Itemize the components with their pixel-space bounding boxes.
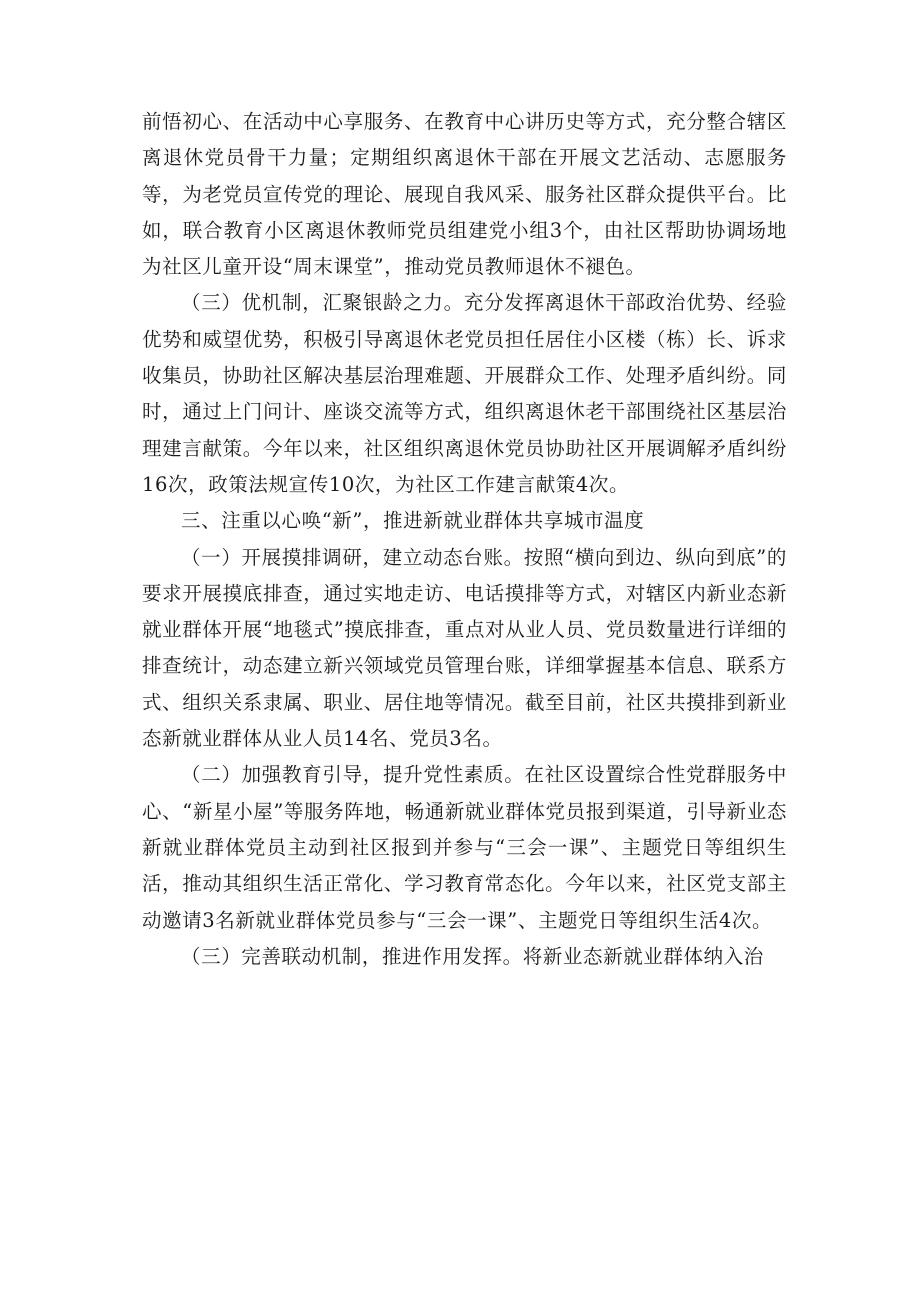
- section-heading: 三、注重以心唤“新”，推进新就业群体共享城市温度: [181, 509, 645, 533]
- paragraph-1: 前悟初心、在活动中心享服务、在教育中心讲历史等方式，充分整合辖区离退休党员骨干力量；定期组织离退休干部在开展文艺活动、志愿服务等，为老党员宣传党的理论、展现自我风采、服务社区群众提供平台。比如，联合教育小区离退休教师党员组建党小组3个，由社区帮助协调场地为社区儿童开设“周末课堂”，推动党员教师退休不褪色。: [142, 110, 787, 279]
- document-body: [142, 104, 787, 975]
- paragraph-3: （一）开展摸排调研，建立动态台账。按照“横向到边、纵向到底”的要求开展摸底排查，通过实地走访、电话摸排等方式，对辖区内新业态新就业群体开展“地毯式”摸底排查，重点对从业人员、党员数量进行详细的排查统计，动态建立新兴领域党员管理台账，详细掌握基本信息、联系方式、组织关系隶属、职业、居住地等情况。截至目前，社区共摸排到新业态新就业群体从业人员14名、党员3名。: [142, 545, 787, 751]
- paragraph-5: （三）完善联动机制，推进作用发挥。将新业态新就业群体纳入治: [181, 944, 764, 968]
- paragraph-2: （三）优机制，汇聚银龄之力。充分发挥离退休干部政治优势、经验优势和威望优势，积极引导离退休老党员担任居住小区楼（栋）长、诉求收集员，协助社区解决基层治理难题、开展群众工作、处理矛盾纠纷。同时，通过上门问计、座谈交流等方式，组织离退休老干部围绕社区基层治理建言献策。今年以来，社区组织离退休党员协助社区开展调解矛盾纠纷16次，政策法规宣传10次，为社区工作建言献策4次。: [142, 291, 787, 496]
- paragraph-4: （二）加强教育引导，提升党性素质。在社区设置综合性党群服务中心、“新星小屋”等服务阵地，畅通新就业群体党员报到渠道，引导新业态新就业群体党员主动到社区报到并参与“三会一课”、主题党日等组织生活，推动其组织生活正常化、学习教育常态化。今年以来，社区党支部主动邀请3名新就业群体党员参与“三会一课”、主题党日等组织生活4次。: [142, 763, 787, 932]
